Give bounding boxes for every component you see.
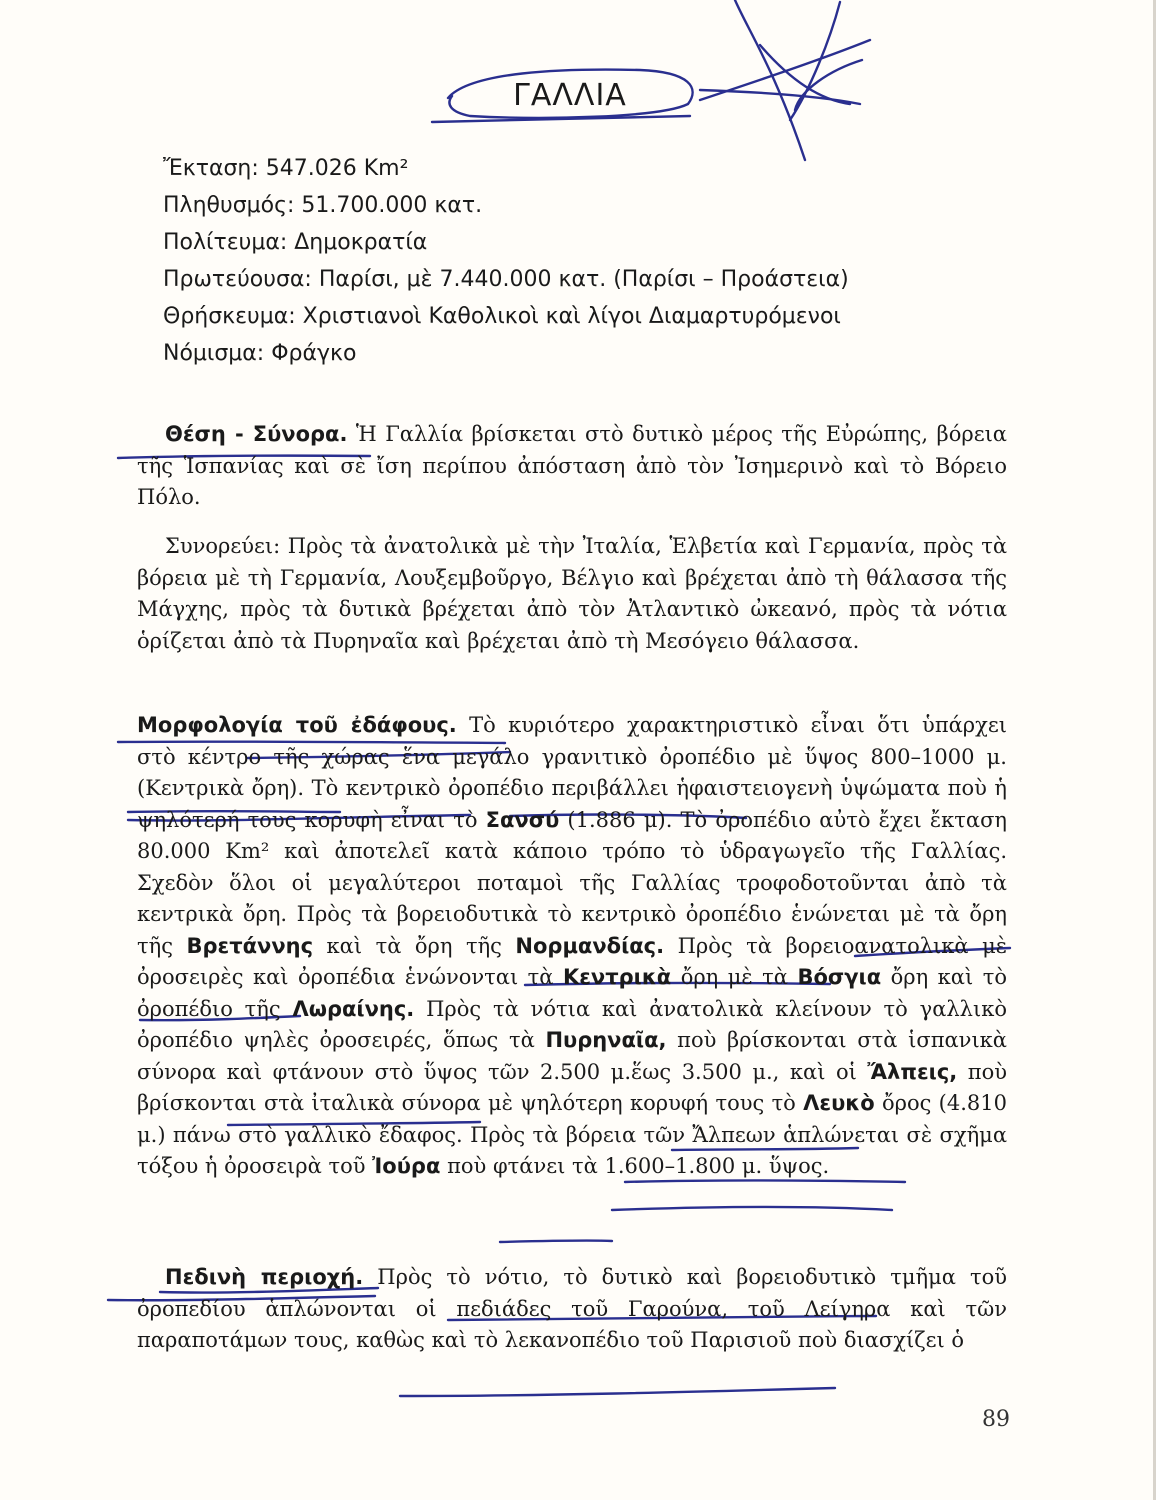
fact-area: Ἔκταση: 547.026 Km²: [163, 156, 409, 181]
fact-capital: Πρωτεύουσα: Παρίσι, μὲ 7.440.000 κατ. (Παρίσι – Προάστεια): [163, 267, 849, 292]
paragraph-plain: Πεδινὴ περιοχή. Πρὸς τὸ νότιο, τὸ δυτικὸ καὶ βορειοδυτικὸ τμῆμα τοῦ ὀροπεδίου ἁπλώνονται οἱ πεδιάδες τοῦ Γαρούνα, τοῦ Λείγηρα καὶ τῶν παραποτάμων τους, καθὼς καὶ τὸ λεκανοπέδιο τοῦ Παρισιοῦ ποὺ διασχίζει ὁ: [137, 1265, 1007, 1352]
fact-currency: Νόμισμα: Φράγκο: [163, 341, 357, 366]
star-scribble-mark: [735, 0, 805, 160]
fact-religion: Θρήσκευμα: Χριστιανοὶ Καθολικοὶ καὶ λίγοι Διαμαρτυρόμενοι: [163, 304, 841, 329]
paragraph-morphology: Μορφολογία τοῦ ἐδάφους. Τὸ κυριότερο χαρακτηριστικὸ εἶναι ὅτι ὑπάρχει στὸ κέντρο τῆς χώρας ἕνα μεγάλο γρανιτικὸ ὀροπέδιο μὲ ὕψος 800–1000 μ. (Κεντρικὰ ὄρη). Τὸ κεντρικὸ ὀροπέδιο περιβάλλει ἡφαιστειογενὴ ὑψώματα ποὺ ἡ ψηλότερή τους κορυφὴ εἶναι τὸ Σανσύ (1.886 μ). Τὸ ὀροπέδιο αὐτὸ ἔχει ἔκταση 80.000 Km² καὶ ἀποτελεῖ κατὰ κάποιο τρόπο τὸ ὑδραγωγεῖο τῆς Γαλλίας. Σχεδὸν ὅλοι οἱ μεγαλύτεροι ποταμοὶ τῆς Γαλλίας τροφοδοτοῦνται ἀπὸ τὰ κεντρικὰ ὄρη. Πρὸς τὰ βορειοδυτικὰ τὸ κεντρικὸ ὀροπέδιο ἑνώνεται μὲ τὰ ὄρη τῆς Βρετάννης καὶ τὰ ὄρη τῆς Νορμανδίας. Πρὸς τὰ βορειοανατολικὰ μὲ ὀροσειρὲς καὶ ὀροπέδια ἑνώνονται τὰ Κεντρικὰ ὄρη μὲ τὰ Βόσγια ὄρη καὶ τὸ ὀροπέδιο τῆς Λωραίνης. Πρὸς τὰ νότια καὶ ἀνατολικὰ κλείνουν τὸ γαλλικὸ ὀροπέδιο ψηλὲς ὀροσειρές, ὅπως τὰ Πυρηναῖα, ποὺ βρίσκονται στὰ ἱσπανικὰ σύνορα καὶ φτάνουν στὸ ὕψος τῶν 2.500 μ.ἕως 3.500 μ., καὶ οἱ Ἄλπεις, ποὺ βρίσκονται στὰ ἰταλικὰ σύνορα μὲ ψηλότερη κορυφή τους τὸ Λευκὸ ὄρος (4.810 μ.) πάνω στὸ γαλλικὸ ἔδαφος. Πρὸς τὰ βόρεια τῶν Ἄλπεων ἁπλώνεται σὲ σχῆμα τόξου ἡ ὀροσειρὰ τοῦ Ἰούρα ποὺ φτάνει τὰ 1.600–1.800 μ. ὕψος.: [137, 713, 1008, 1178]
page-number: 89: [982, 1407, 1010, 1432]
fact-population: Πληθυσμός: 51.700.000 κατ.: [163, 193, 483, 218]
paragraph-position: Θέση - Σύνορα. Ἡ Γαλλία βρίσκεται στὸ δυτικὸ μέρος τῆς Εὐρώπης, βόρεια τῆς Ἱσπανίας καὶ σὲ ἴση περίπου ἀπόσταση ἀπὸ τὸν Ἰσημερινὸ καὶ τὸ Βόρειο Πόλο.: [137, 422, 1007, 509]
paragraph-borders: Συνορεύει: Πρὸς τὰ ἀνατολικὰ μὲ τὴν Ἰταλία, Ἑλβετία καὶ Γερμανία, πρὸς τὰ βόρεια μὲ τὴ Γερμανία, Λουξεμβοῦργο, Βέλγιο καὶ βρέχεται ἀπὸ τὴ θάλασσα τῆς Μάγχης, πρὸς τὰ δυτικὰ βρέχεται ἀπὸ τὸν Ἀτλαντικὸ ὠκεανό, πρὸς τὰ νότια ὁρίζεται ἀπὸ τὰ Πυρηναῖα καὶ βρέχεται ἀπὸ τὴ Μεσόγειο θάλασσα.: [137, 534, 1007, 653]
country-facts: [163, 150, 1063, 372]
page-title: ΓΑΛΛΙΑ: [513, 78, 627, 113]
section-heading-position: Θέση - Σύνορα.: [165, 422, 348, 446]
section-heading-morphology: Μορφολογία τοῦ ἐδάφους.: [137, 713, 457, 737]
section-heading-plain: Πεδινὴ περιοχή.: [165, 1265, 364, 1289]
fact-government: Πολίτευμα: Δημοκρατία: [163, 230, 428, 255]
